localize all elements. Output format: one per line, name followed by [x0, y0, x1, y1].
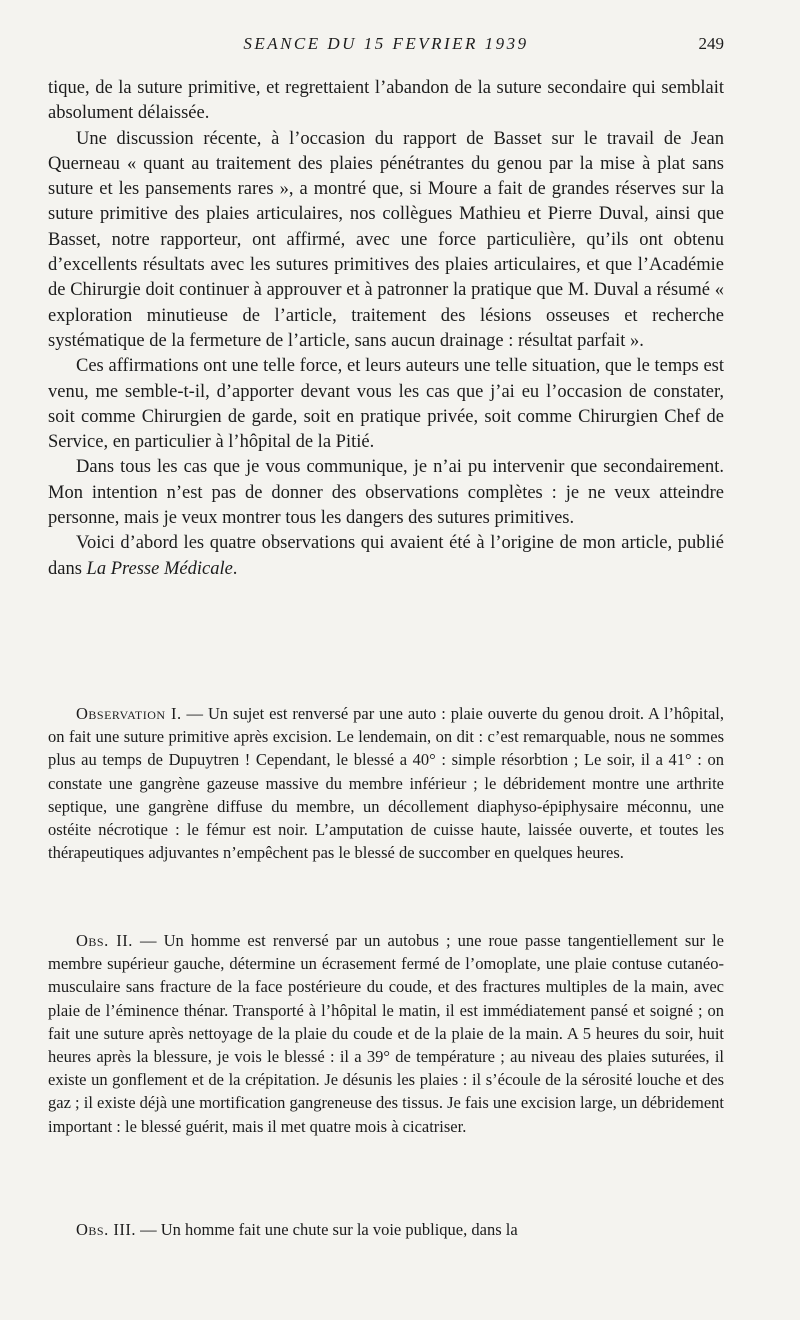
observation-label: Obs. II. — [76, 931, 133, 950]
observation-2 — [48, 929, 724, 1138]
paragraph: Une discussion récente, à l’occasion du rapport de Basset sur le travail de Jean Querneau « quant au traitement des plaies pénétrantes du genou par la mise à plat sans suture et les pansements rares », a montré que, si Moure a fait de grandes réserves sur la suture primitive des plaies articulaires, nos collègues Mathieu et Pierre Duval, ainsi que Basset, notre rapporteur, ont affirmé, avec une force particulière, qu’ils ont obtenu d’excellents résultats avec les sutures primitives des plaies articulaires, et que l’Académie de Chirurgie doit continuer à approuver et à patronner la pratique que M. Duval a résumé « exploration minutieuse de l’article, traitement des lésions osseuses et recherche systématique de la fermeture de l’article, sans aucun drainage : résultat parfait ». — [48, 128, 724, 351]
main-text — [48, 76, 724, 582]
journal-title: La Presse Médicale — [86, 558, 233, 579]
observation-label: Observation I. — [76, 704, 182, 723]
observation-paragraph — [48, 1218, 724, 1241]
observation-1 — [48, 702, 724, 864]
observation-text: — Un sujet est renversé par une auto : plaie ouverte du genou droit. A l’hôpital, on fait une suture primitive après excision. Le lendemain, on dit : c’est remarquable, nous ne sommes plus au temps de Dupuytren ! Cependant, le blessé a 40° : simple résorbtion ; Le soir, il a 41° : on constate une gangrène gazeuse massive du membre inférieur ; le débridement montre une arthrite septique, une gangrène diffuse du membre, un décollement diaphyso-épiphysaire méconnu, une ostéite nécrotique : le fémur est noir. L’amputation de cuisse haute, laissée ouverte, et toutes les thérapeutiques adjuvantes n’empêchent pas le blessé de succomber en quelques heures. — [48, 704, 725, 863]
paragraph: Ces affirmations ont une telle force, et leurs auteurs une telle situation, que le temps est venu, me semble-t-il, d’apporter devant vous les cas que j’ai eu l’occasion de constater, soit comme Chirurgien de garde, soit en pratique privée, soit comme Chirurgien Chef de Service, en particulier à l’hôpital de la Pitié. — [48, 356, 724, 453]
observation-paragraph — [48, 702, 724, 864]
observation-text: — Un homme fait une chute sur la voie publique, dans la — [135, 1220, 518, 1239]
paragraph: Dans tous les cas que je vous communique, je n’ai pu intervenir que secondairement. Mon intention n’est pas de donner des observations complètes : je ne veux atteindre personne, mais je veux montrer tous les dangers des sutures primitives. — [48, 457, 724, 529]
observation-label: Obs. III. — [76, 1220, 136, 1239]
paragraph — [48, 531, 724, 582]
page-number: 249 — [698, 34, 724, 53]
observation-3 — [48, 1218, 724, 1241]
page-header — [48, 34, 724, 58]
running-title: SEANCE DU 15 FEVRIER 1939 — [243, 34, 529, 53]
paragraph-end: . — [232, 558, 238, 579]
paragraph-text: Voici d’abord les quatre observations qui avaient été à l’origine de mon article, publié dans — [48, 533, 724, 579]
paragraph: tique, de la suture primitive, et regrettaient l’abandon de la suture secondaire qui semblait absolument délaissée. — [48, 78, 724, 124]
observation-text: — Un homme est renversé par un autobus ; une roue passe tangentiellement sur le membre supérieur gauche, détermine un écrasement fermé de l’omoplate, une plaie contuse cutanéo-musculaire sans fracture de la face postérieure du coude, et des fractures multiples de la main, avec plaie de l’éminence thénar. Transporté à l’hôpital le matin, il est immédiatement pansé et soigné ; on fait une suture après nettoyage de la plaie du coude et de la plaie de la main. A 5 heures du soir, huit heures après la blessure, je vois le blessé : il a 39° de température ; au niveau des plaies suturées, il existe un gonflement et de la crépitation. Je désunis les plaies : il s’écoule de la sérosité louche et des gaz ; il existe déjà une mortification gangreneuse des tissus. Je fais une excision large, un débridement important : le blessé guérit, mais il met quatre mois à cicatriser. — [48, 931, 724, 1136]
observation-paragraph — [48, 929, 724, 1138]
